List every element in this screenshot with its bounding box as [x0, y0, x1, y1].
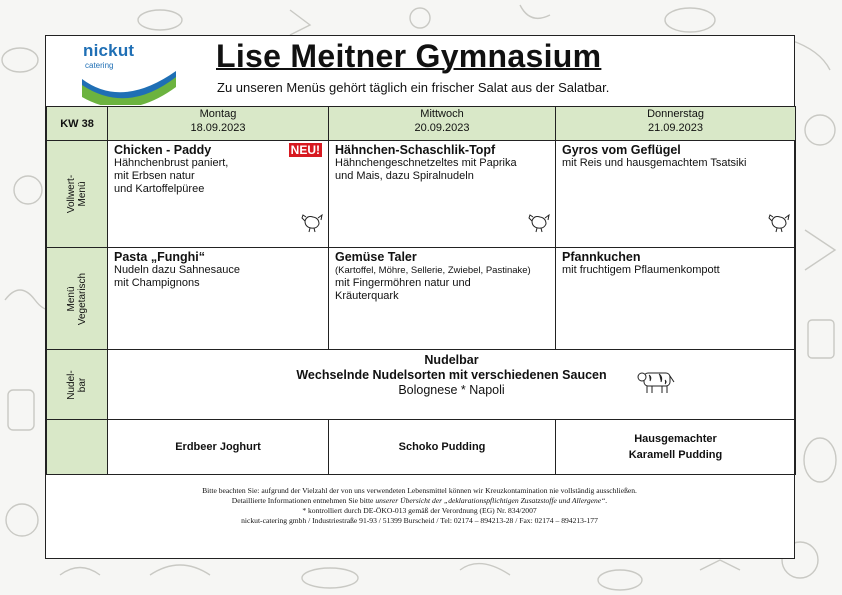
dish-name: Hähnchen-Schaschlik-Topf [335, 143, 496, 157]
dessert-cell: Hausgemachter Karamell Pudding [556, 420, 796, 475]
day-header-row [47, 107, 796, 141]
week-label: KW 38 [47, 107, 108, 141]
vollwert-row [47, 141, 796, 248]
footer-line4: nickut-catering gmbh / Industriestraße 91-93 / 51399 Burscheid / Tel: 02174 – 894213-28 / Fax: 02174 – 894213-177 [241, 516, 598, 525]
row-label-text: Nudel- bar [66, 369, 88, 400]
menu-cell [556, 248, 796, 350]
dish-name: Gyros vom Geflügel [562, 143, 681, 157]
dish-description: mit Reis und hausgemachtem Tsatsiki [562, 157, 747, 169]
row-label-text: Vollwert- Menü [66, 174, 88, 214]
dish-name: Gemüse Taler [335, 250, 417, 264]
day-header-wednesday [329, 107, 556, 141]
day-header-thursday [556, 107, 796, 141]
menu-cell [329, 248, 556, 350]
menu-sheet [45, 35, 795, 559]
footer-notes [46, 486, 793, 526]
row-label-vollwert [47, 141, 108, 248]
chicken-icon [767, 209, 791, 233]
day-header-monday [108, 107, 329, 141]
page-subtitle: Zu unseren Menüs gehört täglich ein frischer Salat aus der Salatbar. [217, 80, 610, 95]
dish-description: Nudeln dazu Sahnesauce mit Champignons [114, 264, 240, 289]
nudelbar-cell [108, 350, 796, 420]
day-name: Mittwoch [420, 108, 464, 120]
footer-line1: Bitte beachten Sie: aufgrund der Vielzahl der von uns verwendeten Lebensmittel können wir Kreuzkontamination nie vollständig ausschließen. [202, 486, 637, 495]
menu-table [46, 106, 796, 475]
nudelbar-row [47, 350, 796, 420]
footer-line2a: Detaillierte Informationen entnehmen Sie bitte [231, 496, 374, 505]
footer-line2b: unserer Übersicht der „deklarationspflichtigen Zusatzstoffe und Allergene“. [375, 496, 608, 505]
dish-ingredients: (Kartoffel, Möhre, Sellerie, Zwiebel, Pastinake) [335, 265, 531, 276]
menu-cell [108, 248, 329, 350]
menu-cell [556, 141, 796, 248]
dish-name: Chicken - Paddy [114, 143, 212, 157]
new-badge: NEU! [290, 143, 320, 157]
dish-description: Hähnchengeschnetzeltes mit Paprika und Mais, dazu Spiralnudeln [335, 157, 517, 182]
menu-cell [108, 141, 329, 248]
chicken-icon [527, 209, 551, 233]
row-label-nudelbar [47, 350, 108, 420]
logo-brand: nickut [83, 41, 135, 60]
nudelbar-line2: Wechselnde Nudelsorten mit verschiedenen Saucen [296, 368, 607, 382]
dish-description: mit Fingermöhren natur und Kräuterquark [335, 277, 471, 302]
day-date: 21.09.2023 [647, 122, 704, 134]
row-label-vegetarisch [47, 248, 108, 350]
footer-line3: * kontrolliert durch DE-ÖKO-013 gemäß der Verordnung (EG) Nr. 834/2007 [302, 506, 537, 515]
nudelbar-title: Nudelbar [424, 353, 479, 367]
dessert-cell: Schoko Pudding [329, 420, 556, 475]
logo-sub: catering [85, 61, 114, 70]
day-date: 20.09.2023 [414, 122, 470, 134]
cow-icon [637, 366, 677, 396]
dish-name: Pfannkuchen [562, 250, 641, 264]
dish-name: Pasta „Funghi“ [114, 250, 205, 264]
dessert-cell: Erdbeer Joghurt [108, 420, 329, 475]
chicken-icon [300, 209, 324, 233]
vegetarisch-row [47, 248, 796, 350]
dish-description: mit fruchtigem Pflaumenkompott [562, 264, 720, 276]
menu-cell [329, 141, 556, 248]
nickut-logo [82, 41, 178, 105]
footer-line2 [46, 496, 793, 506]
page-title: Lise Meitner Gymnasium [216, 38, 602, 74]
day-name: Donnerstag [647, 108, 704, 120]
day-name: Montag [199, 108, 237, 120]
dessert-row [47, 420, 796, 475]
day-date: 18.09.2023 [190, 122, 246, 134]
dish-description: Hähnchenbrust paniert, mit Erbsen natur und Kartoffelpüree [114, 157, 229, 195]
row-label-dessert [47, 420, 108, 475]
row-label-text: Menü Vegetarisch [66, 272, 88, 325]
nudelbar-line3: Bolognese * Napoli [398, 383, 505, 397]
logo-swoosh-icon [82, 57, 178, 105]
